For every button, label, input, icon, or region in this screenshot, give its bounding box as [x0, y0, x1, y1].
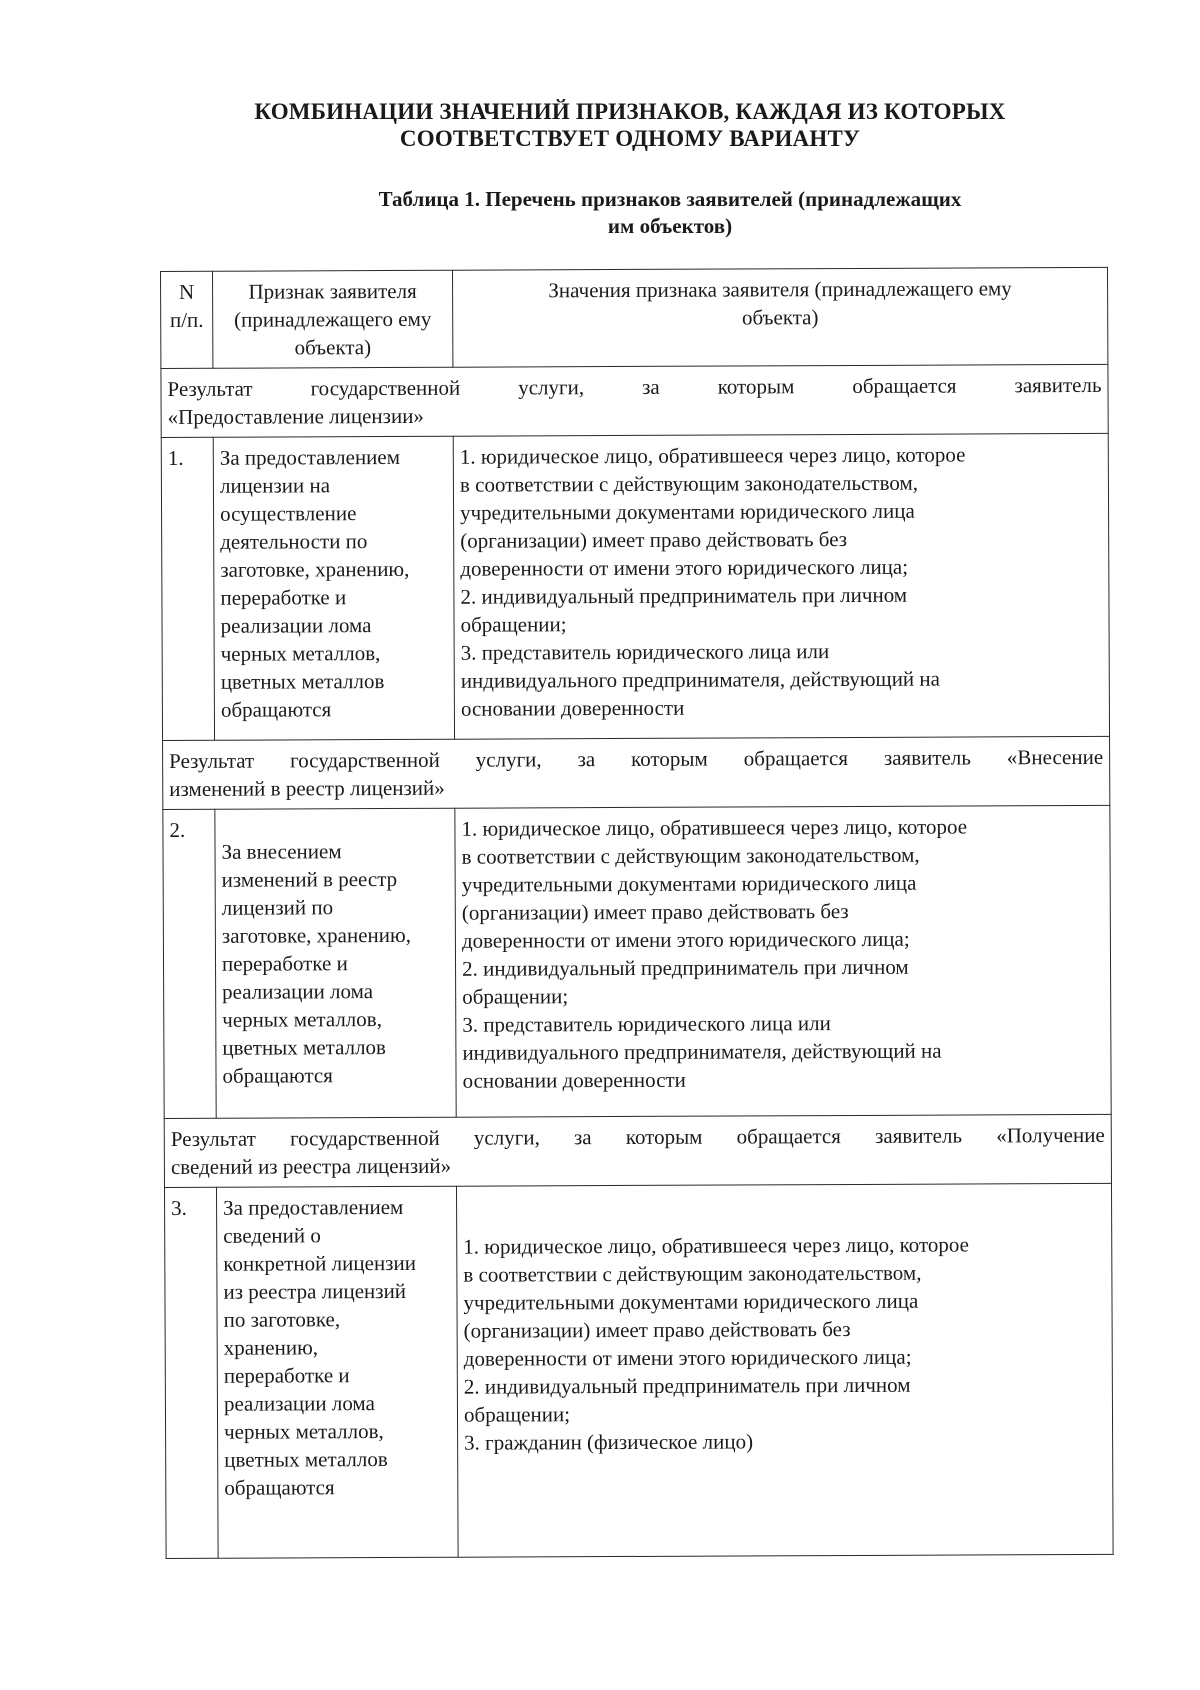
trait-line: заготовке, хранению, [221, 922, 411, 948]
value-line: индивидуального предпринимателя, действующий на [462, 1038, 942, 1065]
trait-line: цветных металлов [220, 669, 385, 694]
header-values-line: Значения признака заявителя (принадлежащего ему [548, 276, 1012, 303]
values-cell [456, 1183, 1113, 1557]
document-title-line: КОМБИНАЦИИ ЗНАЧЕНИЙ ПРИЗНАКОВ, КАЖДАЯ ИЗ КОТОРЫХ [254, 99, 1006, 124]
result-line: Результат государственной услуги, за которым обращается заявитель «Получение [170, 1122, 1105, 1151]
trait-line: цветных металлов [222, 1035, 387, 1060]
trait-line: черных металлов, [222, 1007, 382, 1032]
trait-line: заготовке, хранению, [220, 556, 410, 582]
header-num-line: п/п. [169, 307, 204, 332]
row-number: 3. [164, 1187, 218, 1558]
trait-line: конкретной лицензии [223, 1250, 416, 1276]
result-line: Результат государственной услуги, за которым обращается заявитель [167, 372, 1102, 401]
value-line: учредительными документами юридического лица [460, 498, 915, 525]
result-line: «Предоставление лицензии» [167, 403, 424, 429]
result-row [163, 736, 1110, 809]
trait-cell [216, 1186, 458, 1558]
trait-line: обращаются [220, 697, 332, 722]
value-line: в соответствии с действующим законодательством, [459, 470, 919, 497]
value-line: основании доверенности [460, 695, 685, 721]
trait-line: обращаются [222, 1063, 333, 1088]
trait-line: лицензий по [221, 895, 334, 920]
value-line: в соответствии с действующим законодательством, [461, 842, 920, 869]
value-line: (организации) имеет право действовать без [461, 899, 849, 925]
trait-line: цветных металлов [224, 1447, 388, 1472]
value-line: обращении; [460, 612, 567, 637]
trait-line: черных металлов, [220, 641, 381, 666]
value-line: (организации) имеет право действовать без [463, 1316, 851, 1343]
table-row [164, 1183, 1113, 1558]
trait-line: изменений в реестр [221, 866, 398, 892]
value-line: 2. индивидуальный предприниматель при личном [461, 954, 909, 981]
value-line: в соответствии с действующим законодательством, [463, 1260, 922, 1287]
trait-line: За предоставлением [219, 444, 401, 470]
value-line: 1. юридическое лицо, обратившееся через лицо, которое [461, 814, 968, 841]
trait-line: За предоставлением [223, 1194, 404, 1220]
row-number: 2. [163, 809, 216, 1118]
header-trait-line: объекта) [294, 335, 372, 360]
value-line: основании доверенности [462, 1067, 686, 1093]
traits-table [160, 267, 1114, 1559]
result-line: Результат государственной услуги, за которым обращается заявитель «Внесение [169, 744, 1104, 773]
header-trait [213, 270, 453, 368]
result-cell [164, 1114, 1111, 1187]
trait-line: обращаются [224, 1475, 335, 1500]
trait-line: черных металлов, [224, 1419, 384, 1444]
value-line: 3. представитель юридического лица или [462, 1011, 831, 1037]
document-title-line: СООТВЕТСТВУЕТ ОДНОМУ ВАРИАНТУ [399, 126, 861, 151]
value-line: доверенности от имени этого юридического лица; [460, 554, 909, 581]
header-values-line: объекта) [741, 305, 819, 330]
trait-line: переработке и [220, 585, 347, 610]
trait-line: хранению, [223, 1335, 319, 1360]
result-cell [163, 736, 1110, 809]
trait-line: За внесением [221, 839, 342, 864]
value-line: 3. гражданин (физическое лицо) [464, 1429, 754, 1455]
trait-line: осуществление [220, 501, 357, 526]
result-line: сведений из реестра лицензий» [170, 1153, 452, 1179]
value-line: (организации) имеет право действовать без [460, 527, 848, 553]
header-values [452, 267, 1107, 367]
value-line: доверенности от имени этого юридического лица; [461, 926, 910, 953]
table-caption-line: Таблица 1. Перечень признаков заявителей (принадлежащих [378, 187, 962, 211]
table-header-row [161, 267, 1108, 368]
header-num-line: N [178, 279, 195, 304]
value-line: 1. юридическое лицо, обратившееся через лицо, которое [463, 1232, 969, 1259]
value-line: доверенности от имени этого юридического лица; [463, 1344, 912, 1371]
trait-line: из реестра лицензий [223, 1278, 407, 1304]
result-cell [161, 364, 1108, 437]
trait-line: переработке и [223, 1363, 350, 1388]
trait-line: деятельности по [220, 529, 368, 554]
header-num [161, 271, 213, 368]
value-line: учредительными документами юридического лица [461, 870, 917, 897]
trait-line: реализации лома [222, 979, 374, 1004]
table-caption-line: им объектов) [607, 214, 733, 238]
trait-line: реализации лома [223, 1391, 375, 1416]
document-title [200, 98, 1060, 152]
trait-line: лицензии на [219, 473, 331, 498]
value-line: учредительными документами юридического лица [463, 1288, 919, 1315]
row-number: 1. [161, 437, 214, 740]
trait-cell [213, 436, 454, 740]
table-row [161, 433, 1109, 740]
header-trait-line: Признак заявителя [248, 278, 417, 304]
trait-cell [215, 808, 456, 1118]
trait-line: переработке и [221, 951, 348, 976]
table-row [163, 805, 1111, 1118]
trait-line: сведений о [223, 1223, 321, 1248]
value-line: 2. индивидуальный предприниматель при личном [463, 1372, 911, 1399]
values-cell [455, 805, 1111, 1117]
value-line: 2. индивидуальный предприниматель при личном [460, 582, 908, 609]
trait-line: по заготовке, [223, 1307, 341, 1332]
values-cell [453, 433, 1109, 739]
value-line: индивидуального предпринимателя, действующий на [460, 666, 941, 693]
result-row [161, 364, 1108, 437]
value-line: обращении; [463, 1402, 571, 1427]
table-caption [260, 186, 1080, 240]
header-trait-line: (принадлежащего ему [234, 306, 432, 332]
value-line: 3. представитель юридического лица или [460, 639, 830, 665]
value-line: 1. юридическое лицо, обратившееся через лицо, которое [459, 442, 966, 469]
trait-line: реализации лома [220, 613, 372, 638]
value-line: обращении; [462, 984, 569, 1009]
result-row [164, 1114, 1111, 1187]
result-line: изменений в реестр лицензий» [169, 775, 445, 801]
